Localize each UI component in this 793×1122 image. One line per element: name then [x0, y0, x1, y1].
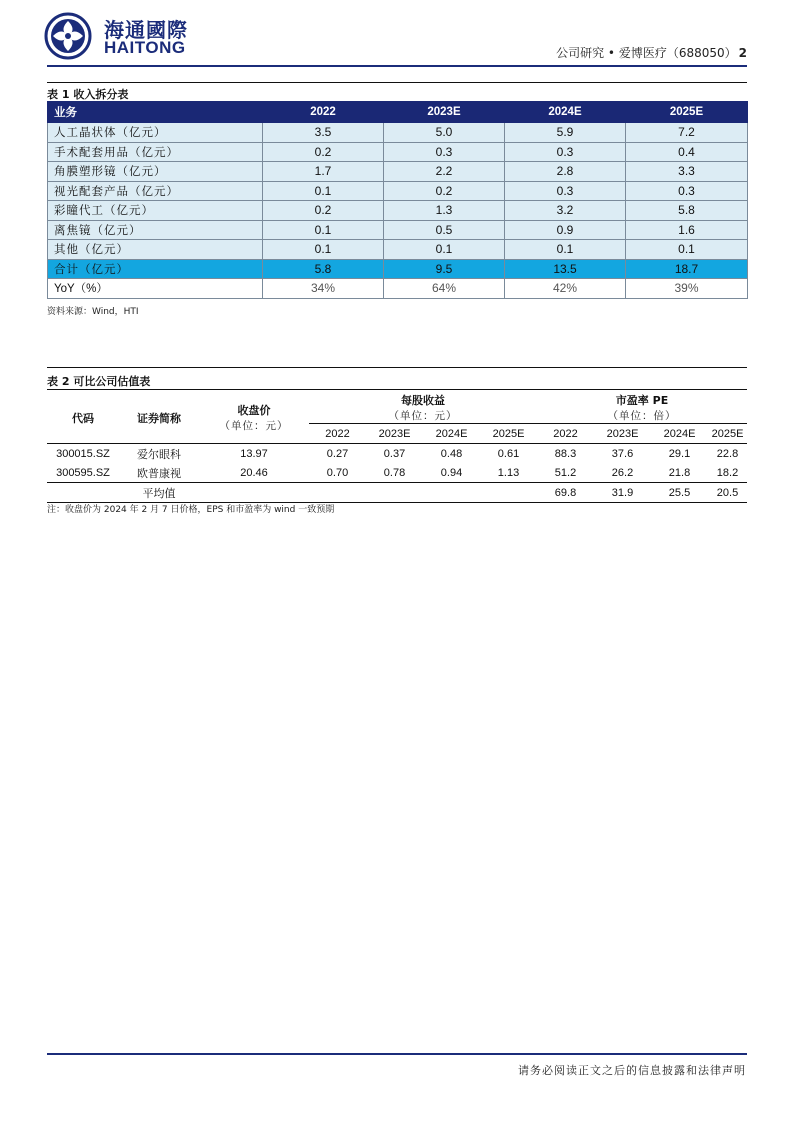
table-row [47, 444, 747, 464]
eps-cell: 0.48 [423, 444, 480, 464]
table-cell: 42% [505, 279, 626, 299]
pe-cell: 37.6 [594, 444, 651, 464]
table-cell: 0.2 [263, 142, 384, 162]
average-label: 平均值 [119, 483, 199, 503]
table1-header-row [48, 102, 748, 123]
eps-cell: 0.94 [440, 466, 463, 479]
table-cell: 64% [384, 279, 505, 299]
stock-code: 300595.SZ [56, 466, 110, 479]
page-number: 2 [738, 46, 747, 60]
column-header: 2023E [384, 102, 505, 123]
stock-name: 爱尔眼科 [119, 444, 199, 464]
eps-year: 2024E [423, 424, 480, 444]
pe-cell: 20.5 [708, 483, 747, 503]
table2-top-rule [47, 367, 747, 368]
average-row [47, 483, 747, 503]
table-cell: 1.6 [626, 220, 748, 240]
table-cell: 1.3 [384, 201, 505, 221]
row-label: 角膜塑形镜（亿元） [48, 162, 263, 182]
column-header-price [199, 392, 309, 444]
table-cell: 0.1 [505, 240, 626, 260]
table-row [48, 240, 748, 260]
table-cell: 18.7 [626, 259, 748, 279]
eps-year: 2022 [309, 424, 366, 444]
table-cell: 3.5 [263, 123, 384, 143]
close-price: 20.46 [240, 466, 268, 479]
company-logo [44, 12, 194, 60]
eps-group-header [309, 392, 537, 424]
table-cell: 5.8 [626, 201, 748, 221]
table-cell: 39% [626, 279, 748, 299]
report-title: 公司研究 • 爱博医疗（688050） [556, 46, 737, 60]
table-cell: 0.1 [263, 240, 384, 260]
column-header: 2024E [505, 102, 626, 123]
table-row [48, 220, 748, 240]
table-row [48, 162, 748, 182]
table-cell: 9.5 [384, 259, 505, 279]
pe-cell: 21.8 [668, 466, 691, 479]
table-cell: 2.8 [505, 162, 626, 182]
pe-year: 2025E [708, 424, 747, 444]
row-label: 其他（亿元） [48, 240, 263, 260]
footer-divider [47, 1053, 747, 1055]
table-cell: 2.2 [384, 162, 505, 182]
pe-year: 2022 [537, 424, 594, 444]
pe-cell: 51.2 [554, 466, 577, 479]
price-title: 收盘价 [237, 404, 271, 417]
eps-unit: （单位：元） [388, 410, 458, 422]
stock-code: 300015.SZ [47, 444, 119, 464]
table-row [48, 142, 748, 162]
eps-cell: 0.27 [309, 444, 366, 464]
table1-caption: 表 1 收入拆分表 [47, 88, 129, 101]
table-cell: 0.1 [384, 240, 505, 260]
eps-cell: 0.70 [326, 466, 349, 479]
pe-cell: 31.9 [594, 483, 651, 503]
table1-top-rule [47, 82, 747, 83]
pe-cell: 26.2 [611, 466, 634, 479]
row-label: 手术配套用品（亿元） [48, 142, 263, 162]
pe-group-header [537, 392, 747, 424]
table-cell: 0.4 [626, 142, 748, 162]
pe-year: 2024E [651, 424, 708, 444]
table-cell: 0.1 [626, 240, 748, 260]
logo-english-name: HAITONG [104, 38, 186, 57]
close-price: 13.97 [199, 444, 309, 464]
pe-cell: 29.1 [651, 444, 708, 464]
column-header-code: 代码 [72, 411, 94, 425]
valuation-comparison-table [47, 392, 747, 503]
pe-cell: 25.5 [651, 483, 708, 503]
table-cell: 5.0 [384, 123, 505, 143]
pe-cell: 22.8 [708, 444, 747, 464]
table2-caption: 表 2 可比公司估值表 [47, 375, 151, 388]
table-cell: 34% [263, 279, 384, 299]
eps-cell: 0.61 [480, 444, 537, 464]
header-divider [47, 65, 747, 67]
footer-disclaimer: 请务必阅读正文之后的信息披露和法律声明 [518, 1064, 746, 1077]
table-cell: 0.1 [263, 220, 384, 240]
table-cell: 0.3 [626, 181, 748, 201]
revenue-breakdown-table [47, 101, 748, 299]
report-header-info [556, 44, 747, 61]
total-row [48, 259, 748, 279]
stock-name: 欧普康视 [137, 466, 181, 480]
table-row [48, 201, 748, 221]
table-cell: 0.3 [505, 142, 626, 162]
table-cell: 0.5 [384, 220, 505, 240]
pe-cell: 69.8 [537, 483, 594, 503]
table-cell: 5.9 [505, 123, 626, 143]
table-cell: 7.2 [626, 123, 748, 143]
eps-title: 每股收益 [401, 394, 445, 407]
eps-year: 2023E [366, 424, 423, 444]
table1-source: 资料来源：Wind，HTI [47, 307, 139, 317]
haitong-logo-icon [44, 12, 96, 60]
table-cell: 3.2 [505, 201, 626, 221]
eps-cell: 0.37 [366, 444, 423, 464]
table-cell: 13.5 [505, 259, 626, 279]
table-row [48, 123, 748, 143]
eps-year: 2025E [480, 424, 537, 444]
table-row [48, 181, 748, 201]
yoy-row [48, 279, 748, 299]
pe-title: 市盈率 PE [615, 394, 669, 407]
row-label: 人工晶状体（亿元） [48, 123, 263, 143]
row-label: 离焦镜（亿元） [48, 220, 263, 240]
price-unit: （单位：元） [219, 420, 289, 432]
row-label: 彩瞳代工（亿元） [48, 201, 263, 221]
column-header: 业务 [48, 102, 263, 123]
table-row [47, 463, 747, 483]
row-label: 合计（亿元） [48, 259, 263, 279]
pe-unit: （单位：倍） [607, 410, 677, 422]
table2-caption-rule [47, 389, 747, 390]
table-cell: 5.8 [263, 259, 384, 279]
table-cell: 1.7 [263, 162, 384, 182]
column-header: 2025E [626, 102, 748, 123]
pe-year: 2023E [594, 424, 651, 444]
pe-cell: 88.3 [537, 444, 594, 464]
eps-cell: 0.78 [383, 466, 406, 479]
pe-cell: 18.2 [716, 466, 739, 479]
table-cell: 3.3 [626, 162, 748, 182]
table-cell: 0.3 [505, 181, 626, 201]
column-header-name: 证券简称 [137, 411, 181, 425]
logo-chinese-name: 海通國際 [104, 18, 188, 42]
row-label: 视光配套产品（亿元） [48, 181, 263, 201]
table2-note: 注：收盘价为 2024 年 2 月 7 日价格，EPS 和市盈率为 wind 一致预期 [47, 505, 335, 515]
table-cell: 0.1 [263, 181, 384, 201]
table2-group-header [47, 392, 747, 424]
column-header: 2022 [263, 102, 384, 123]
table-cell: 0.9 [505, 220, 626, 240]
eps-cell: 1.13 [497, 466, 520, 479]
table-cell: 0.2 [263, 201, 384, 221]
table-cell: 0.2 [384, 181, 505, 201]
table-cell: 0.3 [384, 142, 505, 162]
row-label: YoY（%） [48, 279, 263, 299]
